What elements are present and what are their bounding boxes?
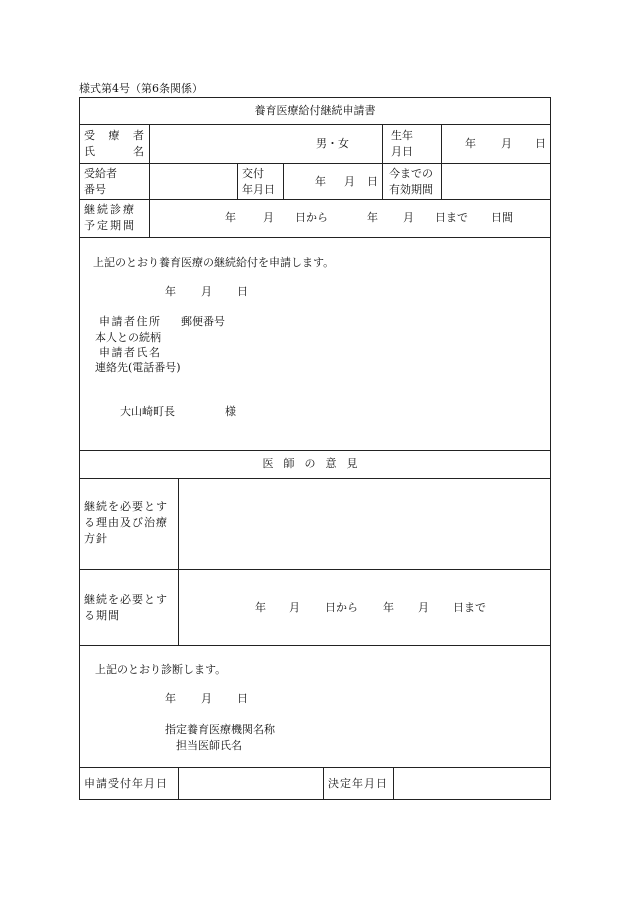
application-month: 月	[201, 285, 212, 298]
doctor-period-end-day: 日まで	[453, 601, 486, 614]
postal-code-label: 郵便番号	[181, 315, 225, 328]
diagnosis-month: 月	[201, 692, 212, 705]
decision-date-label: 決定年月日	[328, 777, 388, 790]
period-start-year: 年	[225, 211, 236, 224]
recipient-name-field[interactable]	[150, 125, 238, 163]
continuation-reason-label: 継続を必要とする理由及び治療方針	[84, 500, 168, 545]
label-char: 療	[108, 129, 120, 142]
birth-label-bottom: 月日	[391, 145, 413, 158]
form-title: 養育医療給付継続申請書	[254, 104, 376, 117]
form-number: 様式第4号（第6条関係）	[79, 82, 203, 95]
decision-date-field[interactable]	[394, 768, 550, 800]
doctor-period-start-day: 日から	[325, 601, 358, 614]
issue-label-bottom: 年月日	[242, 183, 275, 196]
recipient-name-label-line1	[84, 129, 144, 143]
recipient-number-label-top: 受給者	[84, 167, 117, 180]
applicant-name-label: 申請者氏名	[99, 346, 162, 359]
period-end-year: 年	[367, 211, 378, 224]
form-border	[80, 98, 551, 800]
issue-day: 日	[367, 175, 378, 188]
sex-selector[interactable]: 男・女	[316, 137, 349, 150]
birth-label-top: 生年	[391, 129, 413, 142]
applicant-address-label: 申請者住所	[99, 315, 162, 328]
diagnosis-year: 年	[165, 692, 176, 705]
valid-period-label-bottom: 有効期間	[389, 183, 433, 196]
label-char: 名	[133, 145, 144, 158]
label-char: 者	[133, 129, 144, 142]
issue-year: 年	[315, 175, 326, 188]
period-end-month: 月	[403, 211, 414, 224]
recipient-number-label-bottom: 番号	[84, 183, 106, 196]
issue-month: 月	[344, 175, 355, 188]
treatment-period-label-bottom: 予定期間	[84, 219, 136, 232]
honorific: 様	[225, 405, 236, 418]
received-date-field[interactable]	[179, 768, 323, 800]
received-date-label: 申請受付年月日	[84, 777, 168, 790]
institution-label: 指定養育医療機関名称	[165, 723, 275, 736]
issue-label-top: 交付	[242, 167, 264, 180]
application-year: 年	[165, 285, 176, 298]
doctor-opinion-header: 医師の意見	[262, 457, 368, 470]
period-days: 日間	[491, 211, 513, 224]
birth-year: 年	[465, 137, 476, 150]
physician-label: 担当医師氏名	[176, 739, 242, 752]
application-statement: 上記のとおり養育医療の継続給付を申請します。	[93, 256, 335, 269]
addressee: 大山崎町長	[120, 405, 175, 418]
application-day: 日	[237, 285, 248, 298]
diagnosis-statement: 上記のとおり診断します。	[95, 663, 227, 676]
label-char: 氏	[84, 145, 95, 158]
recipient-number-field[interactable]	[150, 164, 237, 199]
doctor-period-end-year: 年	[383, 601, 394, 614]
period-start-day: 日から	[295, 211, 328, 224]
label-char: 受	[84, 129, 95, 142]
continuation-reason-field[interactable]	[179, 479, 550, 569]
application-form	[79, 97, 551, 800]
relation-label: 本人との続柄	[95, 331, 161, 344]
recipient-name-label-line2	[84, 145, 144, 159]
form-grid-lines	[79, 97, 551, 800]
doctor-period-start-year: 年	[255, 601, 266, 614]
period-end-day: 日まで	[435, 211, 468, 224]
treatment-period-label-top: 継続診療	[84, 203, 136, 216]
diagnosis-day: 日	[237, 692, 248, 705]
birth-day: 日	[535, 137, 546, 150]
contact-label: 連絡先(電話番号)	[95, 361, 181, 374]
valid-period-field[interactable]	[442, 164, 550, 199]
period-start-month: 月	[263, 211, 274, 224]
continuation-period-label: 継続を必要とする期間	[84, 593, 168, 622]
birth-month: 月	[501, 137, 512, 150]
doctor-period-end-month: 月	[418, 601, 429, 614]
valid-period-label-top: 今までの	[389, 167, 433, 180]
doctor-period-start-month: 月	[289, 601, 300, 614]
